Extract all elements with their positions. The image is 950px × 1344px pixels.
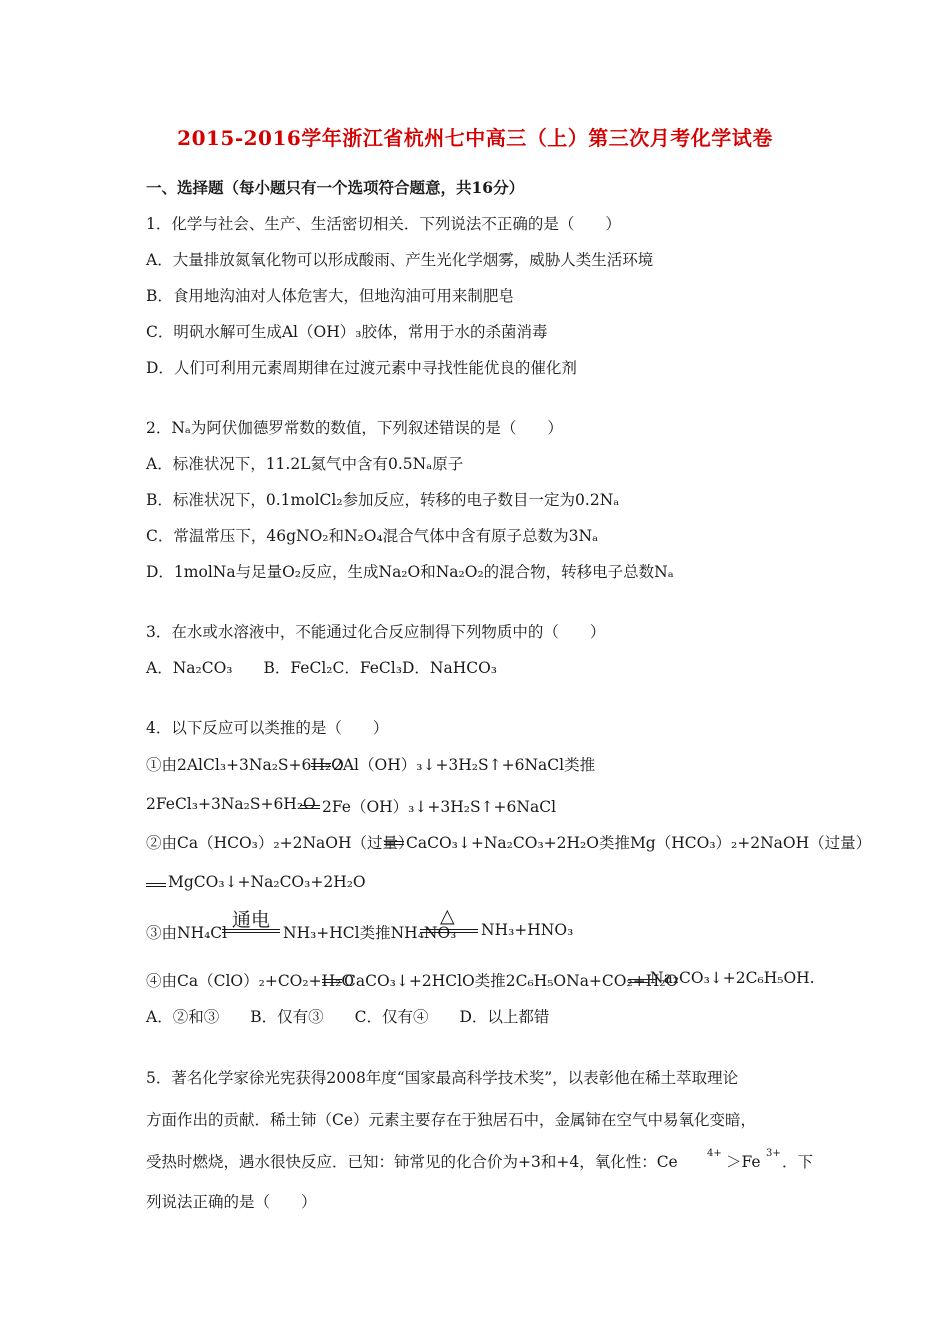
question-5-line-1: 5．著名化学家徐光宪获得2008年度“国家最高科学技术奖”，以表彰他在稀土萃取理论 — [146, 1069, 739, 1087]
reaction-2-reactants: ②由Ca（HCO₃）₂+2NaOH（过量） — [146, 834, 414, 852]
question-5-line-3-end: ．下 — [782, 1153, 814, 1171]
reaction-1-products: 2Al（OH）₃↓+3H₂S↑+6NaCl类推 — [333, 756, 596, 774]
reaction-1-analog-products: 2Fe（OH）₃↓+3H₂S↑+6NaCl — [322, 798, 557, 816]
reaction-2-products: CaCO₃↓+Na₂CO₃+2H₂O类推Mg（HCO₃）₂+2NaOH（过量） — [406, 834, 872, 852]
section-heading: 一、选择题（每小题只有一个选项符合题意，共16分） — [146, 178, 525, 197]
superscript-charge: 4+ — [707, 1148, 722, 1159]
equals-sign-long — [420, 929, 478, 933]
reaction-1-reactants: ①由2AlCl₃+3Na₂S+6H₂O — [146, 756, 344, 774]
condition-heat-label: △ — [440, 905, 455, 927]
question-2-option-c: C．常温常压下，46gNO₂和N₂O₄混合气体中含有原子总数为3Nₐ — [146, 527, 599, 545]
question-2-stem: 2．Nₐ为阿伏伽德罗常数的数值，下列叙述错误的是（ ） — [146, 419, 563, 437]
reaction-1-analog-reactants: 2FeCl₃+3Na₂S+6H₂O — [146, 795, 316, 813]
equals-sign — [384, 841, 404, 845]
equals-sign — [300, 805, 320, 809]
question-1-option-d: D．人们可利用元素周期律在过渡元素中寻找性能优良的催化剂 — [146, 359, 577, 377]
reaction-3-products: NH₃+HCl类推NH₄NO₃ — [283, 924, 457, 942]
page-title: 2015-2016学年浙江省杭州七中高三（上）第三次月考化学试卷 — [177, 126, 773, 150]
question-3-options: A．Na₂CO₃ B．FeCl₂C．FeCl₃D．NaHCO₃ — [146, 659, 497, 677]
equals-sign — [146, 883, 166, 887]
question-1-option-b: B．食用地沟油对人体危害大，但地沟油可用来制肥皂 — [146, 287, 514, 305]
question-1-stem: 1．化学与社会、生产、生活密切相关．下列说法不正确的是（ ） — [146, 215, 621, 233]
equals-sign — [628, 979, 648, 983]
question-2-option-d: D．1molNa与足量O₂反应，生成Na₂O和Na₂O₂的混合物，转移电子总数Nₐ — [146, 563, 674, 581]
question-2-option-b: B．标准状况下，0.1molCl₂参加反应，转移的电子数目一定为0.2Nₐ — [146, 491, 620, 509]
question-1-option-a: A．大量排放氮氧化物可以形成酸雨、产生光化学烟雾，威胁人类生活环境 — [146, 251, 654, 269]
condition-electrolysis-label: 通电 — [232, 909, 271, 931]
question-3-stem: 3．在水或水溶液中，不能通过化合反应制得下列物质中的（ ） — [146, 623, 606, 641]
reaction-4-reactants: ④由Ca（ClO）₂+CO₂+H₂O — [146, 972, 355, 990]
question-5-line-3: 受热时燃烧，遇水很快反应．已知：铈常见的化合价为+3和+4，氧化性：Ce — [146, 1153, 678, 1171]
question-5-line-4: 列说法正确的是（ ） — [146, 1193, 317, 1211]
superscript-charge: 3+ — [766, 1148, 781, 1159]
equals-sign-long — [222, 929, 280, 933]
question-4-stem: 4．以下反应可以类推的是（ ） — [146, 719, 389, 737]
reaction-2-analog-products: MgCO₃↓+Na₂CO₃+2H₂O — [168, 873, 366, 891]
question-5-line-3-mid: ＞Fe — [726, 1153, 761, 1171]
equals-sign — [322, 979, 342, 983]
reaction-3-reactant: ③由NH₄Cl — [146, 924, 228, 942]
reaction-4-analog-products: Na₂CO₃↓+2C₆H₅OH. — [650, 969, 815, 987]
question-5-line-2: 方面作出的贡献．稀土铈（Ce）元素主要存在于独居石中，金属铈在空气中易氧化变暗， — [146, 1111, 757, 1129]
question-1-option-c: C．明矾水解可生成Al（OH）₃胶体，常用于水的杀菌消毒 — [146, 323, 548, 341]
reaction-4-products: CaCO₃↓+2HClO类推2C₆H₅ONa+CO₂+H₂O — [344, 972, 679, 990]
equals-sign — [311, 763, 331, 767]
reaction-3-analog-products: NH₃+HNO₃ — [481, 921, 574, 939]
question-2-option-a: A．标准状况下，11.2L氦气中含有0.5Nₐ原子 — [146, 455, 464, 473]
question-4-options: A．②和③ B．仅有③ C．仅有④ D．以上都错 — [146, 1008, 550, 1026]
